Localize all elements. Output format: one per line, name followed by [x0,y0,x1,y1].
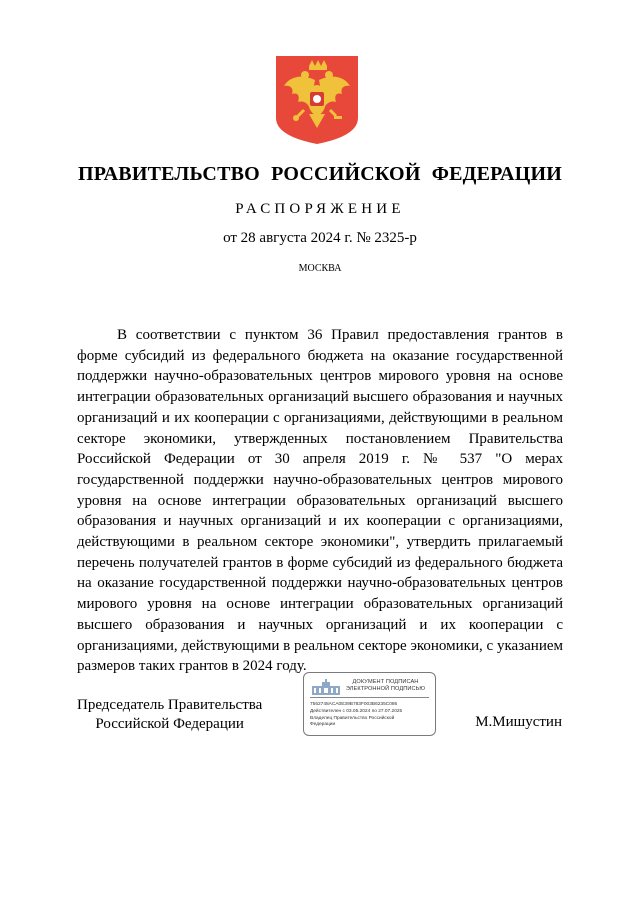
stamp-title-line1: ДОКУМЕНТ ПОДПИСАН [352,679,419,685]
order-paragraph: В соответствии с пунктом 36 Правил предоставления грантов в форме субсидий из федерального бюджета на оказание государственной поддержки научно-образовательных центров мирового уровня на основе интеграции образовательных организаций высшего образования и научных организаций и их кооперации с организациями, действующими в реальном секторе экономики, утвержденных постановлением Правительства Российской Федерации от 30 апреля 2019 г. № 537 "О мерах государственной поддержки научно-образовательных центров мирового уровня на основе интеграции образовательных организаций высшего образования и научных организаций и их кооперации с организациями, действующими в реальном секторе экономики", утвердить прилагаемый перечень получателей грантов в форме субсидий из федерального бюджета на оказание государственной поддержки научно-образовательных центров мирового уровня на основе интеграции образовательных организаций высшего образования и научных организаций и их кооперации с организациями, действующими в реальном секторе экономики, с указанием размеров таких грантов в 2024 году. [77,327,563,675]
signer-name: М.Мишустин [475,714,562,730]
stamp-certificate: 7562748ACA0E39B783F003B6235C086 [310,702,398,707]
electronic-signature-stamp [303,672,436,736]
stamp-title-line2: ЭЛЕКТРОННОЙ ПОДПИСЬЮ [345,686,426,692]
stamp-owner-line1: Владелец Правительство Российской [310,716,395,721]
stamp-owner-line2: Федерации [310,722,336,727]
government-building-icon [310,679,342,697]
stamp-divider [310,697,429,698]
document-date-number: от 28 августа 2024 г. № 2325-р [223,230,417,246]
document-city: МОСКВА [298,263,342,274]
coat-of-arms-icon [276,56,358,144]
document-type: РАСПОРЯЖЕНИЕ [235,201,405,217]
signer-position-line1: Председатель Правительства [77,697,263,713]
stamp-title [340,679,431,693]
government-title: ПРАВИТЕЛЬСТВО РОССИЙСКОЙ ФЕДЕРАЦИИ [78,163,562,185]
signer-position-line2: Российской Федерации [95,716,244,732]
stamp-validity: Действителен с 03.05.2024 по 27.07.2025 [310,709,403,714]
signer-position [77,696,262,734]
